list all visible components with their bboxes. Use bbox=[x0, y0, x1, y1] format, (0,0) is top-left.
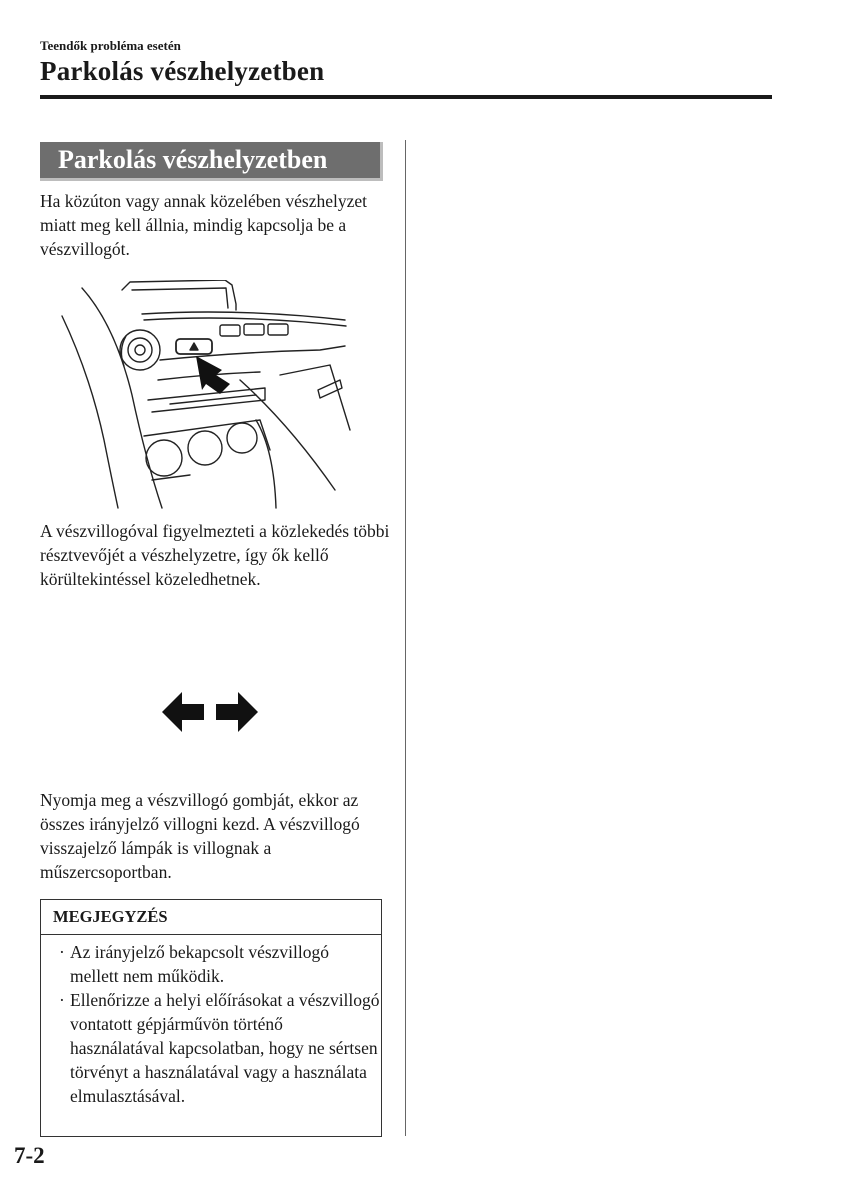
dashboard-hazard-button-illustration bbox=[60, 280, 360, 510]
column-divider bbox=[405, 140, 406, 1136]
intro-paragraph: Ha közúton vagy annak közelében vészhelyzet miatt meg kell állnia, mindig kapcsolja be a vészvillogót. bbox=[40, 191, 368, 259]
note-heading: MEGJEGYZÉS bbox=[41, 900, 381, 935]
page-title: Parkolás vészhelyzetben bbox=[40, 56, 325, 86]
right-arrow-icon bbox=[216, 692, 258, 732]
turn-signal-arrows-icon bbox=[160, 690, 260, 735]
note-list bbox=[41, 935, 381, 1108]
chapter-label: Teendők probléma esetén bbox=[40, 38, 181, 53]
note-box bbox=[40, 899, 382, 1137]
page-number: 7-2 bbox=[14, 1143, 45, 1168]
section-banner bbox=[40, 142, 383, 181]
title-rule bbox=[40, 95, 772, 99]
explanation-paragraph: A vészvillogóval figyelmezteti a közlekedés többi résztvevőjét a vészhelyzetre, így ők kellő körültekintéssel közeledhetnek. bbox=[40, 521, 390, 589]
instruction-paragraph: Nyomja meg a vészvillogó gombját, ekkor az összes irányjelző villogni kezd. A vészvillogó visszajelző lámpák is villognak a műszercsoportban. bbox=[40, 790, 360, 882]
note-item: · Ellenőrizze a helyi előírásokat a vészvillogó vontatott gépjárművön történő használatával kapcsolatban, hogy ne sértsen törvényt a használatával vagy a használata elmulasztásával. bbox=[61, 988, 381, 1108]
section-heading: Parkolás vészhelyzetben bbox=[58, 145, 328, 174]
left-arrow-icon bbox=[162, 692, 204, 732]
note-item: · Az irányjelző bekapcsolt vészvillogó mellett nem működik. bbox=[61, 940, 381, 988]
